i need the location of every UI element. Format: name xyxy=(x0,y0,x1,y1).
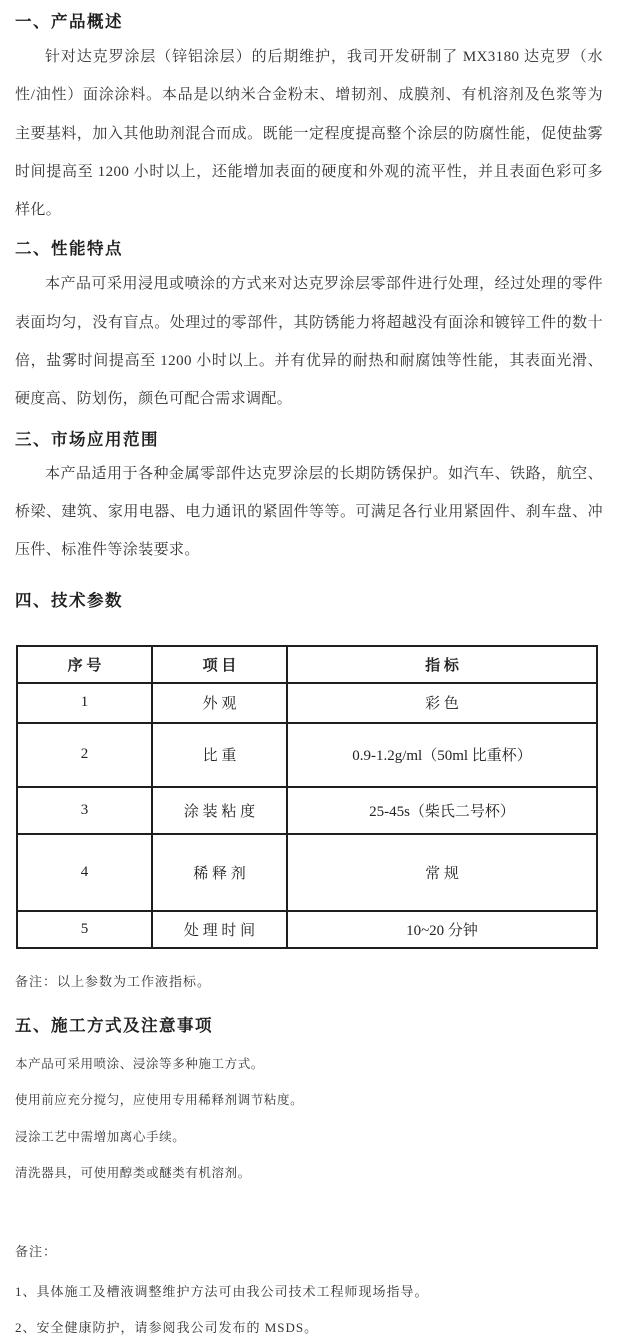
table-cell-indicator: 常 规 xyxy=(287,834,597,911)
table-cell-indicator: 彩 色 xyxy=(287,683,597,723)
section-heading-product-overview: 一、产品概述 xyxy=(15,12,123,31)
table-cell-index: 2 xyxy=(17,723,152,787)
table-row xyxy=(17,683,597,723)
table-cell-item: 处 理 时 间 xyxy=(152,911,287,948)
section-heading-performance-features: 二、性能特点 xyxy=(15,239,123,259)
table-cell-indicator: 25-45s（柴氏二号杯） xyxy=(287,787,597,834)
table-header-row xyxy=(17,646,597,683)
table-cell-item: 稀 释 剂 xyxy=(152,834,287,911)
remarks-item: 2、安全健康防护，请参阅我公司发布的 MSDS。 xyxy=(15,1320,319,1336)
table-cell-item: 外 观 xyxy=(152,683,287,723)
section-heading-application-methods: 五、施工方式及注意事项 xyxy=(15,1015,213,1035)
table-row xyxy=(17,787,597,834)
table-cell-item: 涂 装 粘 度 xyxy=(152,787,287,834)
table-cell-indicator: 0.9-1.2g/ml（50ml 比重杯） xyxy=(287,723,597,787)
table-cell-indicator: 10~20 分钟 xyxy=(287,911,597,948)
technical-parameters-table xyxy=(16,645,598,949)
section-paragraph-performance-features: 本产品可采用浸甩或喷涂的方式来对达克罗涂层零部件进行处理，经过处理的零件表面均匀，没有盲点。处理过的零部件，其防锈能力将超越没有面涂和镀锌工件的数十倍，盐雾时间提高至 1200 小时以上。并有优异的耐热和耐腐蚀等性能，其表面光滑、硬度高、防划伤，颜色可配合需求调配。 xyxy=(15,276,603,408)
application-method-line: 使用前应充分搅匀，应使用专用稀释剂调节粘度。 xyxy=(15,1093,304,1108)
table-row xyxy=(17,723,597,787)
table-note: 备注：以上参数为工作液指标。 xyxy=(15,973,212,989)
table-cell-index: 3 xyxy=(17,787,152,834)
table-cell-index: 4 xyxy=(17,834,152,911)
application-method-line: 清洗器具，可使用醇类或醚类有机溶剂。 xyxy=(15,1166,251,1181)
application-method-line: 本产品可采用喷涂、浸涂等多种施工方式。 xyxy=(15,1056,264,1071)
document-page xyxy=(0,12,618,1336)
table-header-indicator: 指 标 xyxy=(287,646,597,683)
table-row xyxy=(17,834,597,911)
remarks-label: 备注： xyxy=(15,1244,58,1260)
table-row xyxy=(17,911,597,948)
section-paragraph-market-applications: 本产品适用于各种金属零部件达克罗涂层的长期防锈保护。如汽车、铁路，航空、桥梁、建筑、家用电器、电力通讯的紧固件等等。可满足各行业用紧固件、刹车盘、冲压件、标准件等涂装要求。 xyxy=(15,465,603,559)
section-paragraph-product-overview: 针对达克罗涂层（锌铝涂层）的后期维护，我司开发研制了 MX3180 达克罗（水性/油性）面涂涂料。本品是以纳米合金粉末、增韧剂、成膜剂、有机溶剂及色浆等为主要基料，加入其他助剂混合而成。既能一定程度提高整个涂层的防腐性能，促使盐雾时间提高至 1200 小时以上，还能增加表面的硬度和外观的流平性，并且表面色彩可多样化。 xyxy=(15,49,603,219)
table-header-item: 项 目 xyxy=(152,646,287,683)
application-method-line: 浸涂工艺中需增加离心手续。 xyxy=(15,1129,186,1144)
section-heading-market-applications: 三、市场应用范围 xyxy=(15,429,159,449)
table-header-index: 序 号 xyxy=(17,646,152,683)
remarks-item: 1、具体施工及槽液调整维护方法可由我公司技术工程师现场指导。 xyxy=(15,1284,429,1300)
table-cell-index: 5 xyxy=(17,911,152,948)
table-cell-item: 比 重 xyxy=(152,723,287,787)
section-heading-technical-parameters: 四、技术参数 xyxy=(15,590,123,610)
table-cell-index: 1 xyxy=(17,683,152,723)
